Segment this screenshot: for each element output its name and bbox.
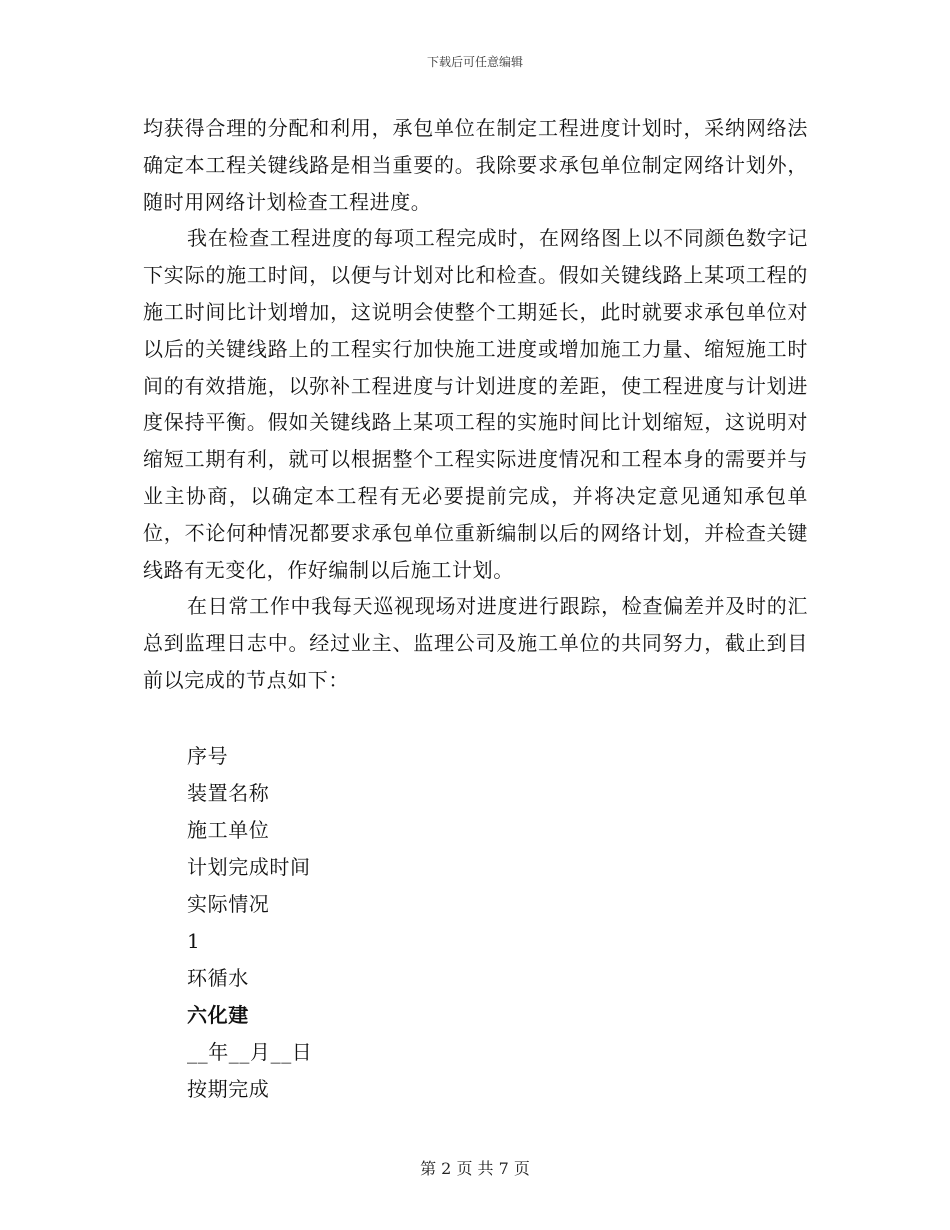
body-text: [143, 110, 808, 699]
header-serial-number: 序号: [187, 744, 229, 768]
paragraph-2: 我在检查工程进度的每项工程完成时，在网络图上以不同颜色数字记下实际的施工时间，以便与计划对比和检查。假如关键线路上某项工程的施工时间比计划增加，这说明会使整个工期延长，此时就要求承包单位对以后的关键线路上的工程实行加快施工进度或增加施工力量、缩短施工时间的有效措施，以弥补工程进度与计划进度的差距，使工程进度与计划进度保持平衡。假如关键线路上某项工程的实施时间比计划缩短，这说明对缩短工期有利，就可以根据整个工程实际进度情况和工程本身的需要并与业主协商，以确定本工程有无必要提前完成，并将决定意见通知承包单位，不论何种情况都要求承包单位重新编制以后的网络计划，并检查关键线路有无变化，作好编制以后施工计划。: [143, 226, 808, 582]
paragraph-1: 均获得合理的分配和利用，承包单位在制定工程进度计划时，采纳网络法确定本工程关键线路是相当重要的。我除要求承包单位制定网络计划外，随时用网络计划检查工程进度。: [143, 116, 808, 214]
header-unit-name: 装置名称: [187, 781, 270, 805]
paragraph-3: 在日常工作中我每天巡视现场对进度进行跟踪，检查偏差并及时的汇总到监理日志中。经过业主、监理公司及施工单位的共同努力，截止到目前以完成的节点如下：: [143, 594, 808, 692]
row-1-construction-unit: 六化建: [187, 1003, 249, 1027]
page-header-note: 下载后可任意编辑: [426, 55, 523, 69]
row-1-serial: 1: [187, 929, 201, 953]
row-1-planned-date: __年__月__日: [187, 1040, 313, 1064]
page-footer-number: 第 2 页 共 7 页: [420, 1159, 530, 1178]
header-actual-status: 实际情况: [187, 892, 270, 916]
row-1-actual-status: 按期完成: [187, 1077, 270, 1101]
header-planned-completion-time: 计划完成时间: [187, 855, 311, 879]
header-construction-unit: 施工单位: [187, 818, 270, 842]
row-1-unit-name: 环循水: [187, 966, 249, 990]
progress-table-items: [187, 738, 747, 1108]
